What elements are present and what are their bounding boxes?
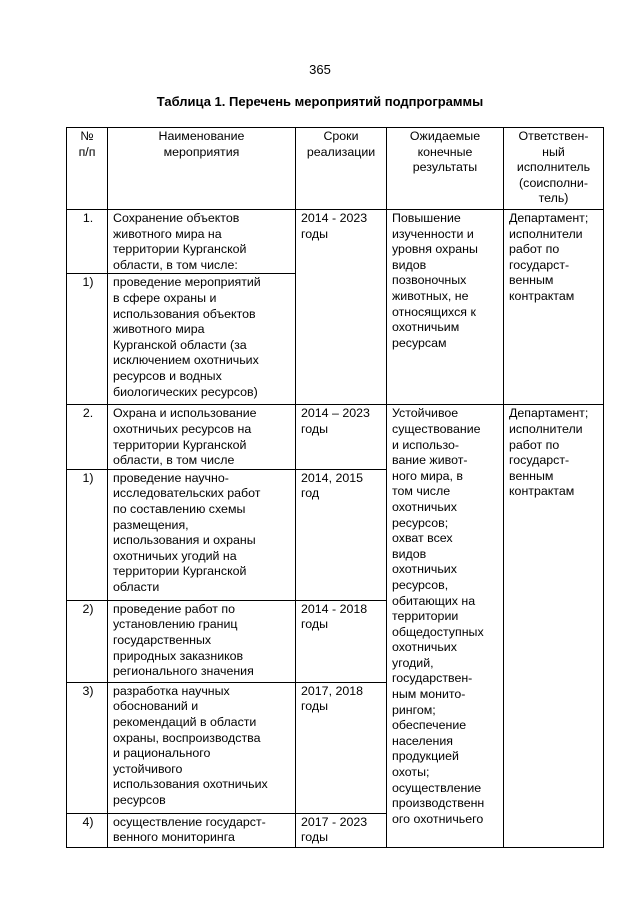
header-responsible: Ответствен- ный исполнитель (соисполни- тель) [504, 128, 604, 210]
row-number: 2) [67, 600, 108, 682]
header-name: Наименование мероприятия [108, 128, 296, 210]
measure-name: осуществление государст- венного мониторинга [108, 813, 296, 847]
expected-results: Повышение изученности и уровня охраны видов позвоночных животных, не относящихся к охотничьим ресурсам [387, 210, 504, 405]
measure-name: проведение научно- исследовательских работ по составлению схемы размещения, использования и охраны охотничьих угодий на территории Курганской области [108, 469, 296, 600]
measure-period: 2014 - 2023 годы [296, 210, 387, 405]
row-number: 1) [67, 469, 108, 600]
table-title: Таблица 1. Перечень мероприятий подпрограммы [156, 94, 484, 109]
measures-table [66, 127, 604, 848]
table-row [67, 210, 604, 274]
row-number: 1) [67, 274, 108, 405]
measure-period: 2017, 2018 годы [296, 682, 387, 813]
measure-period: 2014 – 2023 годы [296, 405, 387, 469]
row-number: 3) [67, 682, 108, 813]
header-num: № п/п [67, 128, 108, 210]
responsible-executor: Департамент; исполнители работ по государст- венным контрактам [504, 210, 604, 405]
measure-name: Охрана и использование охотничьих ресурсов на территории Курганской области, в том числе [108, 405, 296, 469]
header-results: Ожидаемые конечные результаты [387, 128, 504, 210]
measure-period: 2014 - 2018 годы [296, 600, 387, 682]
measure-period: 2017 - 2023 годы [296, 813, 387, 847]
responsible-executor: Департамент; исполнители работ по государст- венным контрактам [504, 405, 604, 847]
row-number: 4) [67, 813, 108, 847]
measure-name: разработка научных обоснований и рекомендаций в области охраны, воспроизводства и рационального устойчивого использования охотничьих ресурсов [108, 682, 296, 813]
row-number: 2. [67, 405, 108, 469]
page-number: 365 [309, 62, 331, 77]
table-row [67, 405, 604, 469]
row-number: 1. [67, 210, 108, 274]
measure-name: проведение мероприятий в сфере охраны и использования объектов животного мира Курганской области (за исключением охотничьих ресурсов и водных биологических ресурсов) [108, 274, 296, 405]
measure-name: Сохранение объектов животного мира на территории Курганской области, в том числе: [108, 210, 296, 274]
table-header-row [67, 128, 604, 210]
measure-name: проведение работ по установлению границ государственных природных заказников регионального значения [108, 600, 296, 682]
expected-results: Устойчивое существование и использо- вание живот- ного мира, в том числе охотничьих ресурсов; охват всех видов охотничьих ресурсов, обитающих на территории общедоступных охотничьих угодий, государствен- ным монито- рингом; обеспечение населения продукцией охоты; осуществление производственн ого охотничьего [387, 405, 504, 847]
header-period: Сроки реализации [296, 128, 387, 210]
measure-period: 2014, 2015 год [296, 469, 387, 600]
